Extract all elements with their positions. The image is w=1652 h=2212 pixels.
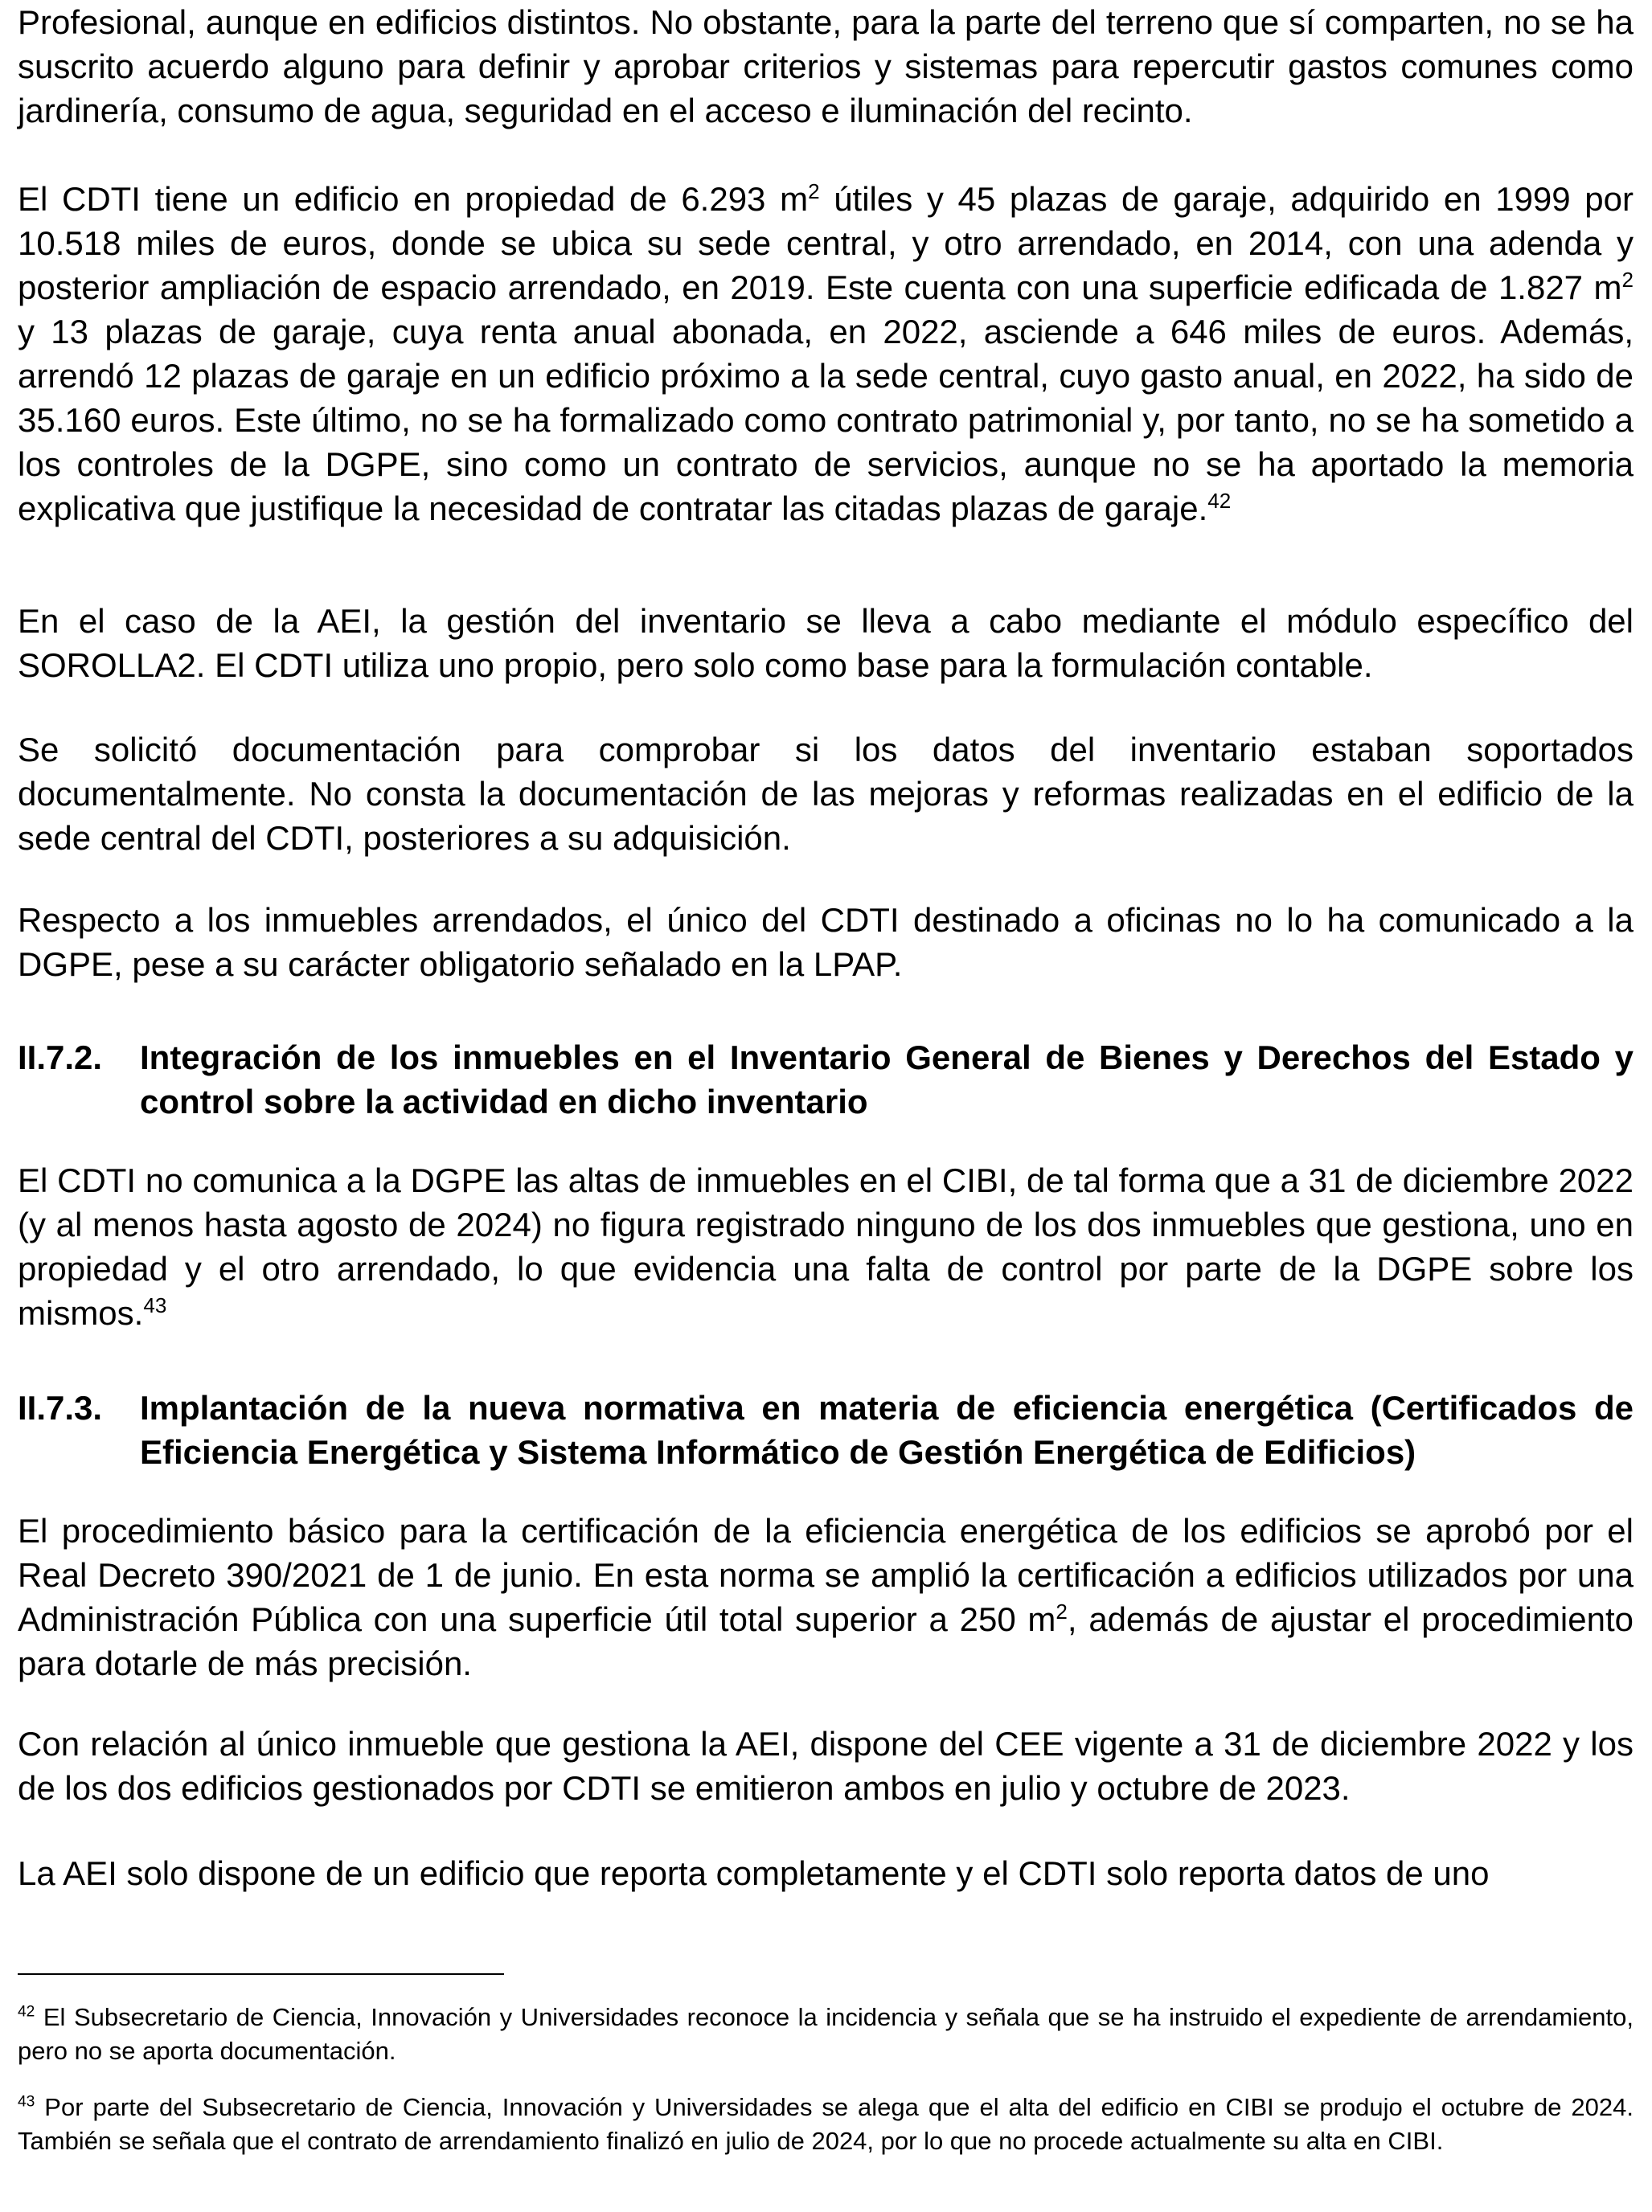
paragraph-terreno-compartido xyxy=(18,0,1634,133)
paragraph-cdti-edificios xyxy=(18,177,1634,530)
paragraph-text: El CDTI tiene un edificio en propiedad de 6.293 m xyxy=(18,180,809,218)
section-title: Integración de los inmuebles en el Inventario General de Bienes y Derechos del Estado y control sobre la actividad en dicho inventario xyxy=(140,1038,1634,1120)
footnote-43 xyxy=(18,2091,1634,2158)
section-heading-ii-7-3 xyxy=(18,1386,1634,1474)
paragraph-text: La AEI solo dispone de un edificio que reporta completamente y el CDTI solo reporta datos de uno xyxy=(18,1854,1490,1892)
footnote-text: Por parte del Subsecretario de Ciencia, Innovación y Universidades se alega que el alta del edificio en CIBI se produjo el octubre de 2024. También se señala que el contrato de arrendamiento finalizó en julio de 2024, por lo que no procede actualmente su alta en CIBI. xyxy=(18,2093,1634,2155)
paragraph-text: Con relación al único inmueble que gestiona la AEI, dispone del CEE vigente a 31 de diciembre 2022 y los de los dos edificios gestionados por CDTI se emitieron ambos en julio y octubre de 2023. xyxy=(18,1725,1634,1807)
paragraph-reporte-edificios xyxy=(18,1851,1634,1895)
paragraph-certificacion-energetica xyxy=(18,1509,1634,1686)
paragraph-inmuebles-arrendados xyxy=(18,898,1634,986)
superscript: 2 xyxy=(1621,268,1634,292)
paragraph-gestion-inventario xyxy=(18,599,1634,687)
footnote-number: 43 xyxy=(18,2093,35,2111)
superscript: 2 xyxy=(1056,1600,1068,1624)
paragraph-text: , además de ajustar el procedimiento para dotarle de más precisión. xyxy=(18,1600,1634,1682)
paragraph-documentacion xyxy=(18,727,1634,860)
paragraph-text: Profesional, aunque en edificios distintos. No obstante, para la parte del terreno que sí comparten, no se ha suscrito acuerdo alguno para definir y aprobar criterios y sistemas para repercutir gastos comunes como jardinería, consumo de agua, seguridad en el acceso e iluminación del recinto. xyxy=(18,3,1634,129)
footnote-reference[interactable]: 42 xyxy=(1207,489,1232,513)
footnote-42 xyxy=(18,2001,1634,2068)
footnote-separator xyxy=(18,1973,504,1975)
paragraph-text: útiles y 45 plazas de garaje, adquirido en 1999 por 10.518 miles de euros, donde se ubica su sede central, y otro arrendado, en 2014, con una adenda y posterior ampliación de espacio arrendado, en 2019. Este cuenta con una superficie edificada de 1.827 m xyxy=(18,180,1634,306)
paragraph-text: Respecto a los inmuebles arrendados, el único del CDTI destinado a oficinas no lo ha comunicado a la DGPE, pese a su carácter obligatorio señalado en la LPAP. xyxy=(18,901,1634,983)
paragraph-cee xyxy=(18,1722,1634,1810)
section-title: Implantación de la nueva normativa en materia de eficiencia energética (Certificados de Eficiencia Energética y Sistema Informático de Gestión Energética de Edificios) xyxy=(140,1389,1634,1471)
footnote-number: 42 xyxy=(18,2003,35,2021)
footnote-reference[interactable]: 43 xyxy=(143,1293,167,1317)
paragraph-text: En el caso de la AEI, la gestión del inventario se lleva a cabo mediante el módulo específico del SOROLLA2. El CDTI utiliza uno propio, pero solo como base para la formulación contable. xyxy=(18,602,1634,684)
section-heading-ii-7-2 xyxy=(18,1035,1634,1124)
paragraph-text: El procedimiento básico para la certificación de la eficiencia energética de los edificios se aprobó por el Real Decreto 390/2021 de 1 de junio. En esta norma se amplió la certificación a edificios utilizados por una Administración Pública con una superficie útil total superior a 250 m xyxy=(18,1512,1634,1638)
footnote-text: El Subsecretario de Ciencia, Innovación y Universidades reconoce la incidencia y señala que se ha instruido el expediente de arrendamiento, pero no se aporta documentación. xyxy=(18,2003,1634,2065)
superscript: 2 xyxy=(808,179,820,203)
paragraph-text: Se solicitó documentación para comprobar si los datos del inventario estaban soportados documentalmente. No consta la documentación de las mejoras y reformas realizadas en el edificio de la sede central del CDTI, posteriores a su adquisición. xyxy=(18,731,1634,857)
section-number: II.7.2. xyxy=(18,1038,103,1076)
paragraph-cibi xyxy=(18,1158,1634,1335)
paragraph-text: El CDTI no comunica a la DGPE las altas de inmuebles en el CIBI, de tal forma que a 31 de diciembre 2022 (y al menos hasta agosto de 2024) no figura registrado ninguno de los dos inmuebles que gestiona, uno en propiedad y el otro arrendado, lo que evidencia una falta de control por parte de la DGPE sobre los mismos. xyxy=(18,1161,1634,1332)
section-number: II.7.3. xyxy=(18,1389,103,1427)
paragraph-text: y 13 plazas de garaje, cuya renta anual abonada, en 2022, asciende a 646 miles de euros. Además, arrendó 12 plazas de garaje en un edificio próximo a la sede central, cuyo gasto anual, en 2022, ha sido de 35.160 euros. Este último, no se ha formalizado como contrato patrimonial y, por tanto, no se ha sometido a los controles de la DGPE, sino como un contrato de servicios, aunque no se ha aportado la memoria explicativa que justifique la necesidad de contratar las citadas plazas de garaje. xyxy=(18,313,1634,527)
